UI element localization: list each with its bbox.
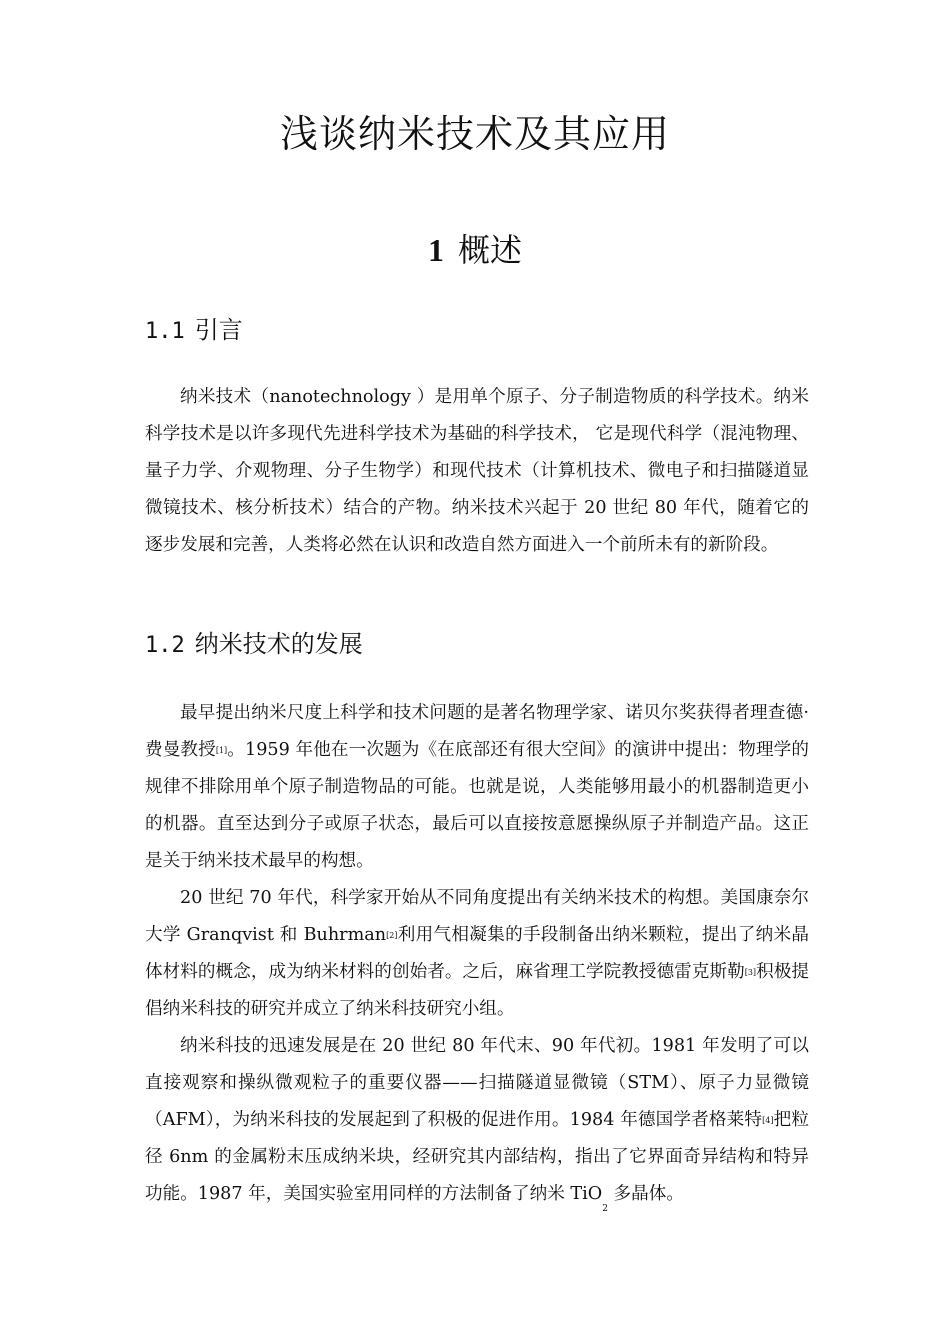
citation-ref: [1] [215, 746, 228, 755]
chapter-title: 概述 [457, 231, 522, 269]
citation-ref: [2] [386, 931, 398, 940]
section-title: 引言 [194, 316, 243, 344]
chapter-heading [0, 226, 950, 274]
paragraph-feynman [145, 695, 809, 880]
section-number: 1.2 [145, 633, 185, 658]
section-heading-development [145, 626, 363, 664]
paragraph-text: 。1959 年他在一次题为《在底部还有很大空间》的演讲中提出：物理学的规律不排除用单个原子制造物品的可能。也就是说，人类能够用最小的机器制造更小的机器。直至达到分子或原子状态，最后可以直接按意愿操纵原子并制造产品。这正是关于纳米技术最早的构想。 [145, 740, 809, 871]
paragraph-intro: 纳米技术（nanotechnology ）是用单个原子、分子制造物质的科学技术。纳米科学技术是以许多现代先进科学技术为基础的科学技术， 它是现代科学（混沌物理、量子力学、介观物理、分子生物学）和现代技术（计算机技术、微电子和扫描隧道显微镜技术、核分析技术）结合的产物。纳米技术兴起于 20 世纪 80 年代，随着它的逐步发展和完善，人类将必然在认识和改造自然方面进入一个前所未有的新阶段。 [145, 387, 809, 555]
citation-ref: [3] [744, 968, 757, 977]
chapter-number: 1 [427, 232, 444, 268]
document-title: 浅谈纳米技术及其应用 [279, 112, 670, 156]
paragraph-text: 多晶体。 [607, 1184, 684, 1204]
paragraph-1970s [145, 880, 809, 1028]
paragraph-text: 20 世纪 70 年代，科学家开始从不同角度提出有关纳米技术的构想。美国康奈尔大学 Granqvist 和 Buhrman [145, 888, 809, 945]
subscript: 2 [602, 1204, 608, 1214]
paragraph-text: 利用气相凝集的手段制备出纳米颗粒，提出了纳米晶体材料的概念，成为纳米材料的创始者。之后，麻省理工学院教授德雷克斯勒 [145, 925, 809, 982]
paragraph-text: 最早提出纳米尺度上科学和技术问题的是著名物理学家、诺贝尔奖获得者理查德·费曼教授 [145, 703, 809, 760]
paragraph-1980s [145, 1028, 809, 1228]
paragraph-text: 把粒径 6nm 的金属粉末压成纳米块，经研究其内部结构，指出了它界面奇异结构和特异功能。1987 年，美国实验室用同样的方法制备了纳米 TiO [145, 1110, 809, 1204]
citation-ref: [4] [762, 1116, 774, 1125]
section-title: 纳米技术的发展 [194, 630, 363, 658]
paragraph-text: 纳米科技的迅速发展是在 20 世纪 80 年代末、90 年代初。1981 年发明了可以直接观察和操纵微观粒子的重要仪器——扫描隧道显微镜（STM）、原子力显微镜（AFM），为纳米科技的发展起到了积极的促进作用。1984 年德国学者格莱特 [145, 1036, 809, 1130]
section-heading-intro [145, 312, 243, 350]
paragraph-text: 积极提倡纳米科技的研究并成立了纳米科技研究小组。 [145, 962, 809, 1019]
section-number: 1.1 [145, 319, 185, 344]
